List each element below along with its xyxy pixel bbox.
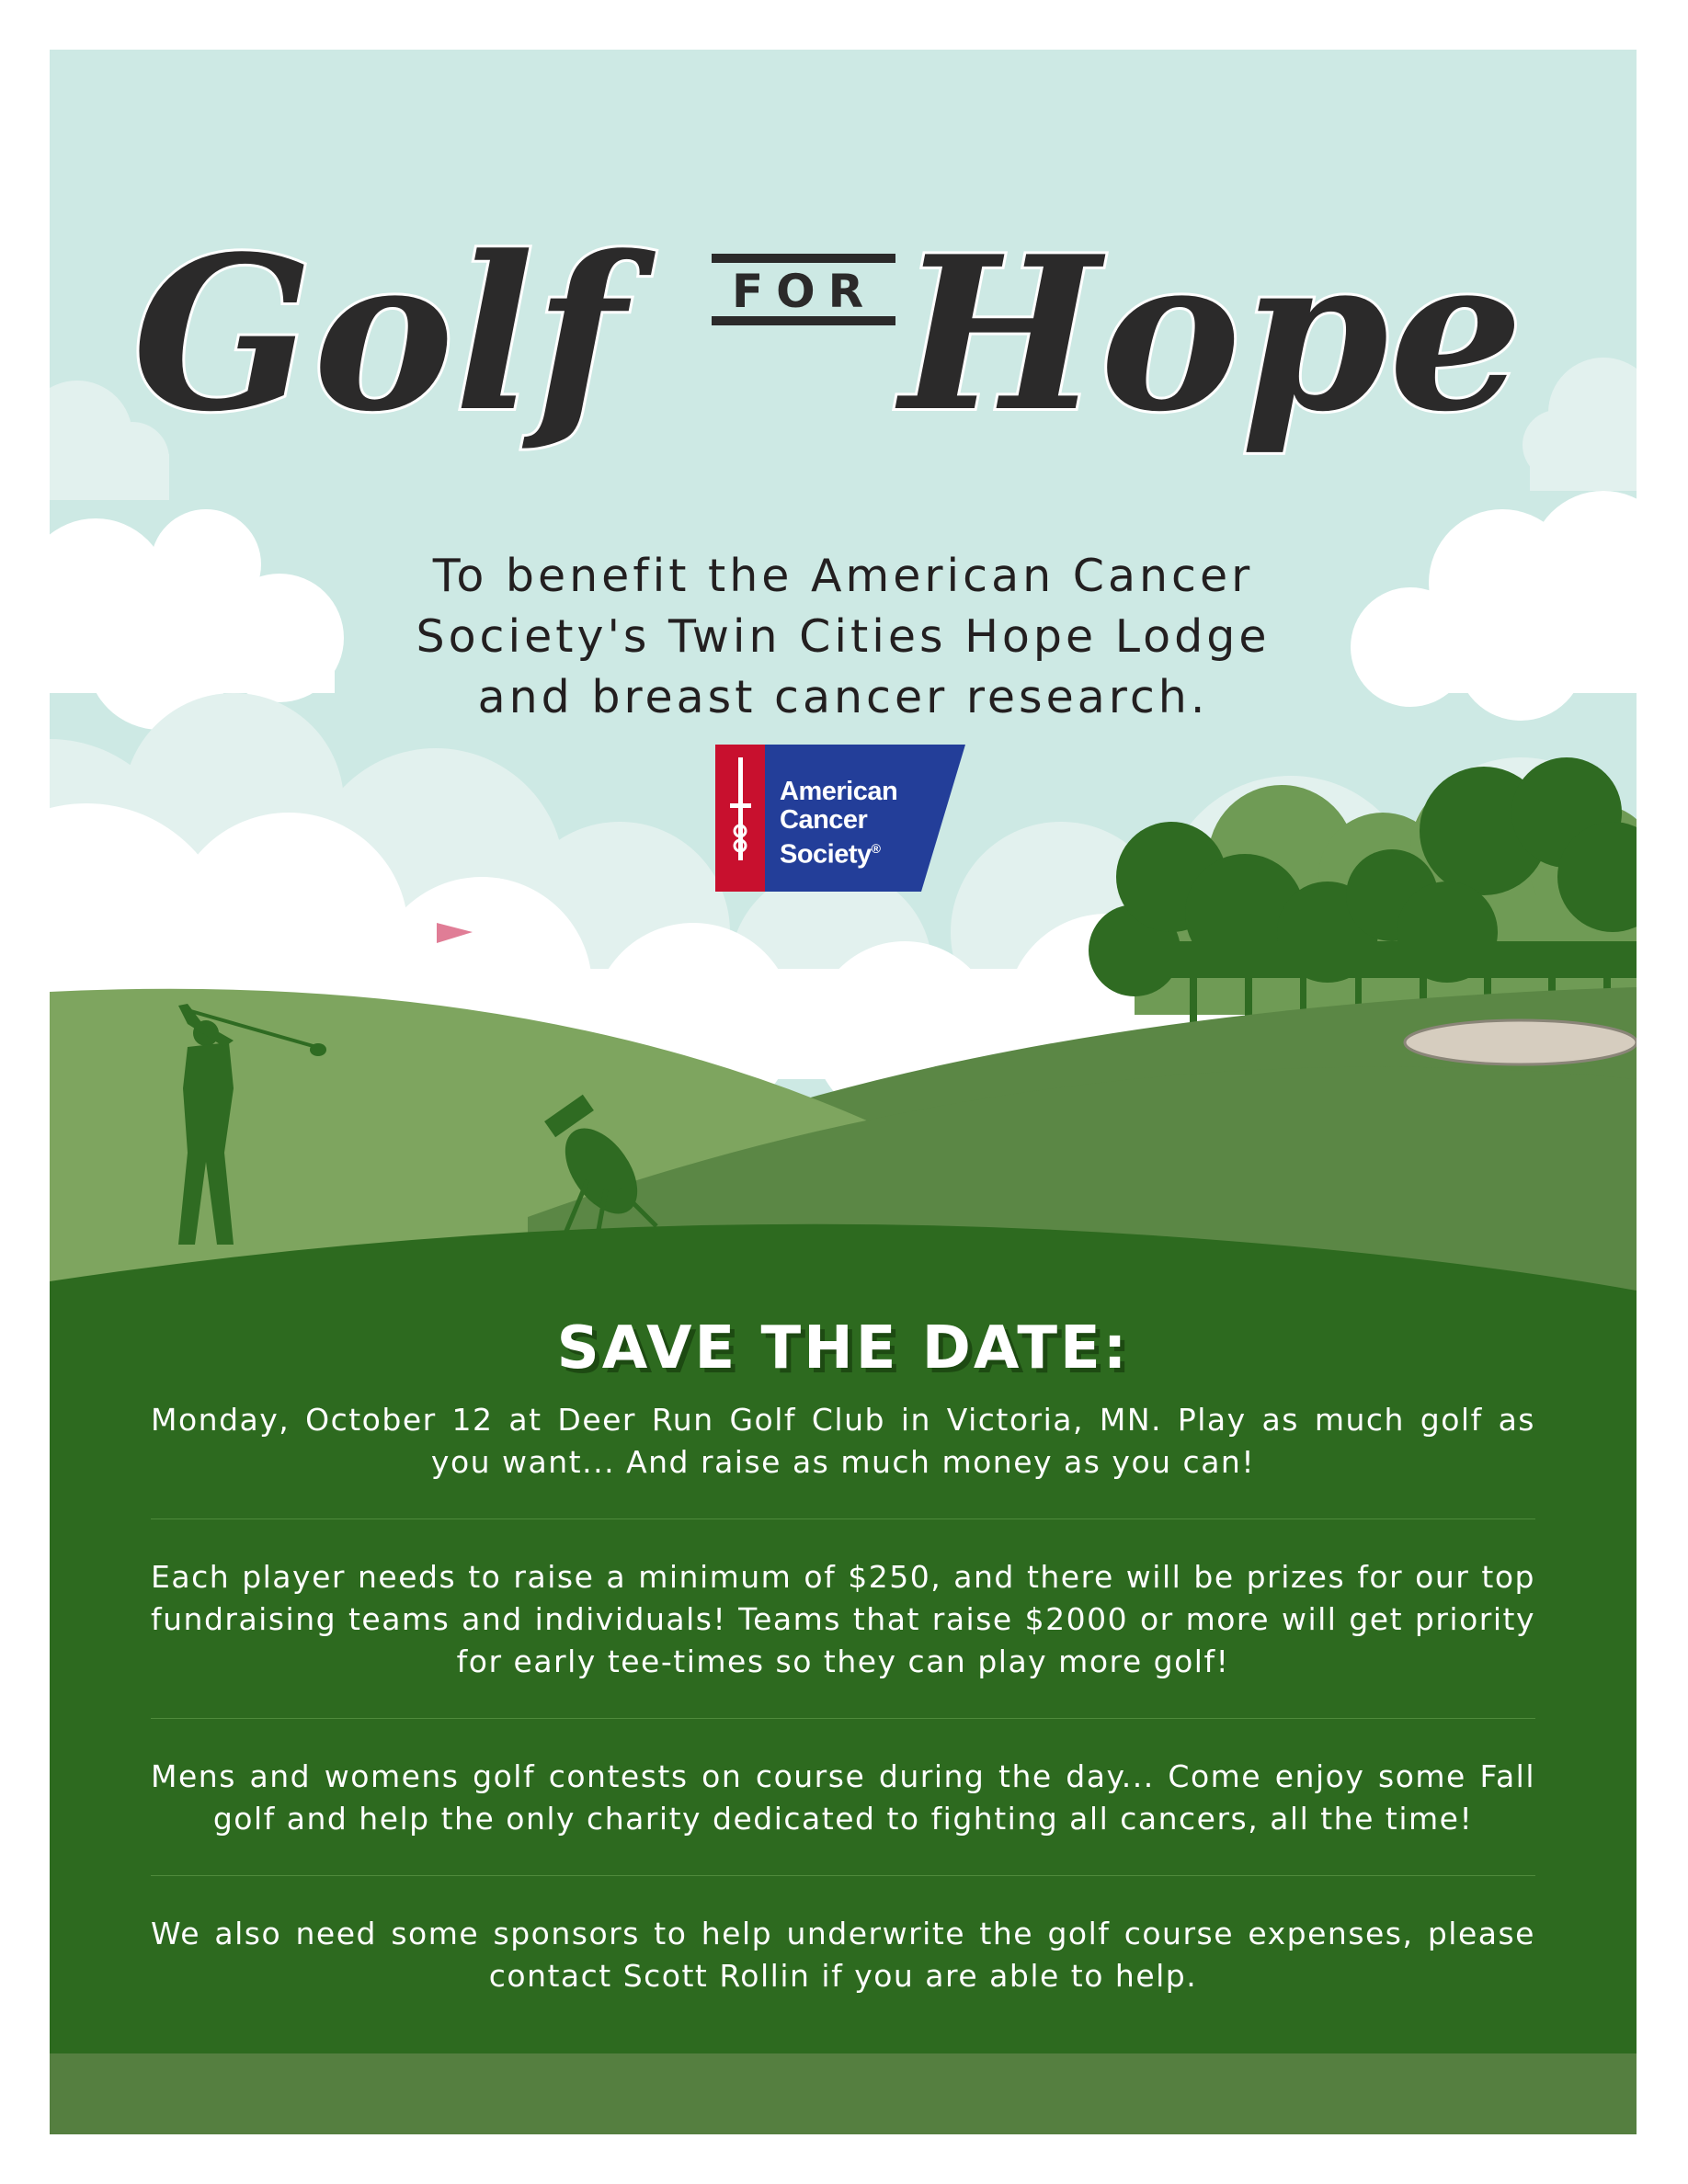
divider xyxy=(151,1875,1535,1876)
subtitle-line-2: Society's Twin Cities Hope Lodge xyxy=(416,610,1271,663)
subtitle xyxy=(261,546,1425,728)
registered-mark: ® xyxy=(871,841,881,856)
sand-bunker xyxy=(1405,1020,1637,1064)
details-paragraph-fundraising: Each player needs to raise a minimum of $250, and there will be prizes for our top fundraising teams and individuals! Teams that raise $2000 or more will get priority for early tee-times so they can play more golf! xyxy=(151,1559,1535,1679)
divider xyxy=(151,1718,1535,1719)
details-paragraph-date: Monday, October 12 at Deer Run Golf Club in Victoria, MN. Play as much golf as you want... And raise as much money as you can! xyxy=(151,1402,1535,1480)
acs-logo-line-2: Cancer xyxy=(780,805,868,835)
title-for: FOR xyxy=(732,265,877,318)
acs-logo-text xyxy=(780,778,1000,870)
title-golf: Golf xyxy=(132,210,626,459)
acs-logo-line-3: Society® xyxy=(780,839,881,870)
for-rule-top xyxy=(712,254,895,263)
title-hope: Hope xyxy=(900,210,1523,459)
acs-logo-line-1: American xyxy=(780,777,898,806)
subtitle-line-3: and breast cancer research. xyxy=(477,671,1209,723)
save-the-date-heading: SAVE THE DATE: xyxy=(556,1314,1130,1382)
details-paragraph-contests: Mens and womens golf contests on course during the day... Come enjoy some Fall golf and help the only charity dedicated to fighting all cancers, all the time! xyxy=(151,1758,1535,1837)
details-paragraph-sponsors: We also need some sponsors to help underwrite the golf course expenses, please contact Scott Rollin if you are able to help. xyxy=(151,1916,1535,1994)
subtitle-line-1: To benefit the American Cancer xyxy=(432,550,1254,602)
event-details xyxy=(151,1272,1535,1997)
event-poster xyxy=(50,50,1637,2134)
footer-band xyxy=(50,2053,1637,2134)
